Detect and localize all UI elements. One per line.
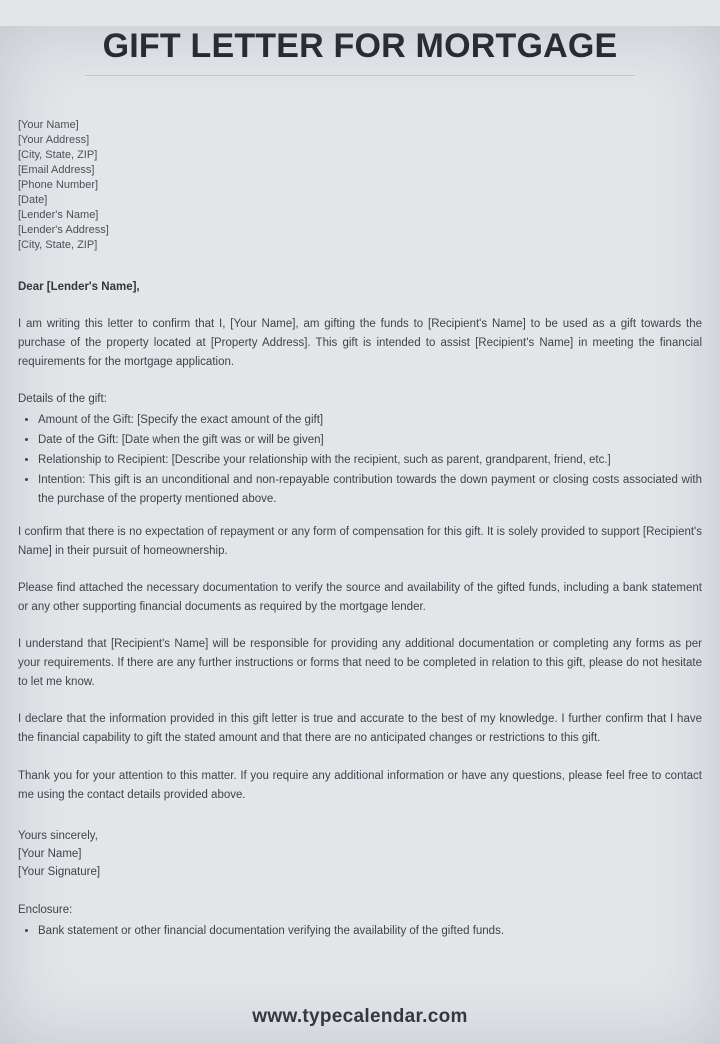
gift-detail-item: • Amount of the Gift: [Specify the exact amount of the gift] xyxy=(38,411,702,430)
salutation: Dear [Lender's Name], xyxy=(18,281,140,293)
signoff-line: [Your Signature] xyxy=(18,866,101,878)
gift-details-heading: Details of the gift: xyxy=(18,393,107,405)
paragraph-no-repayment: I confirm that there is no expectation of repayment or any form of compensation for this gift. It is solely provided to support [Recipient's Name] in their pursuit of homeownership. xyxy=(18,526,702,557)
enclosure-list xyxy=(18,922,702,941)
paragraph-thanks: Thank you for your attention to this matter. If you require any additional information or have any questions, please feel free to contact me using the contact details provided above. xyxy=(18,770,702,801)
gift-details-list xyxy=(18,411,702,509)
paragraph-declaration: I declare that the information provided in this gift letter is true and accurate to the best of my knowledge. I further confirm that I have the financial capability to gift the stated amount and that there are no anticipated changes or restrictions to this gift. xyxy=(18,713,702,744)
address-line: [Lender's Address] xyxy=(18,224,109,236)
paragraph-documentation: Please find attached the necessary documentation to verify the source and availability of the gifted funds, including a bank statement or any other supporting financial documents as required by the mortgage lender. xyxy=(18,582,702,613)
enclosure-heading: Enclosure: xyxy=(18,904,73,916)
sender-lender-address-block xyxy=(18,118,702,253)
gift-detail-item: • Relationship to Recipient: [Describe your relationship with the recipient, such as parent, grandparent, friend, etc.] xyxy=(38,451,702,470)
address-line: [Email Address] xyxy=(18,164,95,176)
paragraph-responsibility: I understand that [Recipient's Name] will be responsible for providing any additional documentation or completing any forms as per your requirements. If there are any further instructions or forms that need to be completed in relation to this gift, please do not hesitate to let me know. xyxy=(18,638,702,688)
address-line: [Date] xyxy=(18,194,48,206)
letter-body xyxy=(0,118,720,941)
signoff-line: Yours sincerely, xyxy=(18,830,98,842)
address-line: [City, State, ZIP] xyxy=(18,239,98,251)
address-line: [Your Address] xyxy=(18,134,90,146)
address-line: [Lender's Name] xyxy=(18,209,99,221)
paragraph-intro: I am writing this letter to confirm that I, [Your Name], am gifting the funds to [Recipient's Name] to be used as a gift towards the purchase of the property located at [Property Address]. This gift is intended to assist [Recipient's Name] in meeting the financial requirements for the mortgage application. xyxy=(18,318,702,368)
enclosure-item: • Bank statement or other financial documentation verifying the availability of the gifted funds. xyxy=(38,922,702,941)
signoff-block xyxy=(18,827,702,881)
footer-site-url: www.typecalendar.com xyxy=(252,1006,468,1027)
gift-detail-item: • Date of the Gift: [Date when the gift was or will be given] xyxy=(38,431,702,450)
address-line: [Your Name] xyxy=(18,119,79,131)
title-divider xyxy=(85,75,635,76)
signoff-line: [Your Name] xyxy=(18,848,82,860)
gift-detail-item: • Intention: This gift is an unconditional and non-repayable contribution towards the down payment or closing costs associated with the purchase of the property mentioned above. xyxy=(38,471,702,509)
address-line: [Phone Number] xyxy=(18,179,99,191)
address-line: [City, State, ZIP] xyxy=(18,149,98,161)
page-title: GIFT LETTER FOR MORTGAGE xyxy=(102,27,618,65)
